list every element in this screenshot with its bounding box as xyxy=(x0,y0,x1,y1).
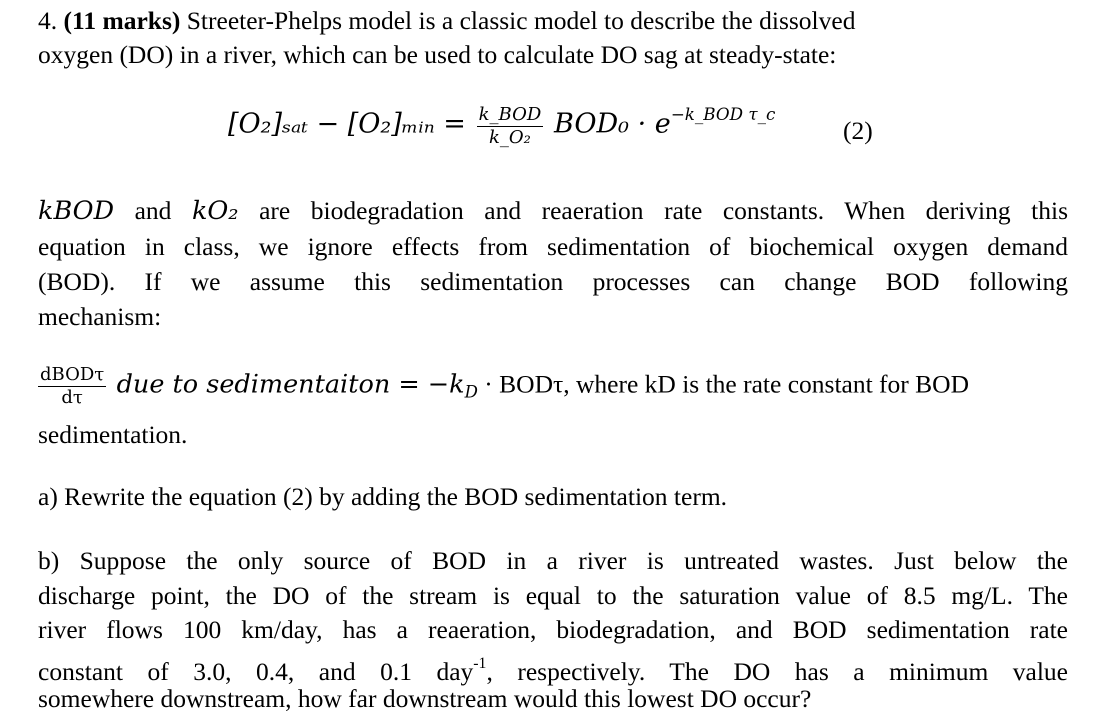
equation-2-rhs: BOD₀ · e xyxy=(554,108,671,140)
part-b-line2: discharge point, the DO of the stream is equal to the saturation value of 8.5 mg/L. The xyxy=(38,581,1068,610)
part-b-line1: b) Suppose the only source of BOD in a river is untreated wastes. Just below the xyxy=(38,546,1068,575)
equation-2-frac-numerator: k_BOD xyxy=(478,104,542,125)
paragraph1-line2: equation in class, we ignore effects from sedimentation of biochemical oxygen demand xyxy=(38,232,1068,261)
equation-2-lhs: [O₂]ₛₐₜ − [O₂]ₘᵢₙ = xyxy=(228,108,466,140)
part-b-line4-post: , respectively. The DO has a minimum value xyxy=(486,656,1068,686)
ko2-symbol: kO₂ xyxy=(191,196,239,226)
part-a: a) Rewrite the equation (2) by adding the BOD sedimentation term. xyxy=(38,482,728,511)
sed-kd-subscript: D xyxy=(464,382,478,402)
equation-2-fraction xyxy=(477,104,544,149)
equation-2-number: (2) xyxy=(843,116,873,145)
paragraph1-line1 xyxy=(38,196,1068,226)
equation-2-frac-denominator: k_O₂ xyxy=(489,127,531,148)
part-b-line5: somewhere downstream, how far downstream would this lowest DO occur? xyxy=(38,684,812,713)
question-number: 4. xyxy=(38,6,58,35)
equation-2-exponent: −k_BOD τ_c xyxy=(670,104,776,125)
question-intro-line1: Streeter-Phelps model is a classic model to describe the dissolved xyxy=(186,6,856,35)
kbod-symbol: kBOD xyxy=(38,196,115,226)
part-b-line4-pre: constant of 3.0, 0.4, and 0.1 day xyxy=(38,656,474,686)
sed-bod-tau: · BODτ, xyxy=(484,369,570,399)
paragraph1-line1-rest: are biodegradation and reaeration rate constants. When deriving this xyxy=(259,196,1069,225)
sedimentation-continuation: sedimentation. xyxy=(38,420,188,449)
equation-2 xyxy=(228,104,775,149)
paragraph1-line3: (BOD). If we assume this sedimentation processes can change BOD following xyxy=(38,267,1068,296)
question-marks: (11 marks) xyxy=(63,6,181,35)
sed-fraction xyxy=(38,364,106,409)
part-b-line4 xyxy=(38,649,1068,687)
question-intro-line2: oxygen (DO) in a river, which can be used to calculate DO sag at steady-state: xyxy=(38,40,837,69)
sed-frac-denominator: dτ xyxy=(61,387,83,408)
sed-middle: due to sedimentaiton = −k xyxy=(116,369,465,400)
sedimentation-equation xyxy=(38,364,969,409)
paragraph1-line4: mechanism: xyxy=(38,302,162,331)
sed-tail-text: where kD is the rate constant for BOD xyxy=(576,369,970,399)
question-heading xyxy=(38,6,855,36)
and-word: and xyxy=(134,196,172,225)
part-b-line3: river flows 100 km/day, has a reaeration, biodegradation, and BOD sedimentation rate xyxy=(38,615,1068,644)
sed-frac-numerator: dBODτ xyxy=(40,364,105,385)
part-b-line4-sup: -1 xyxy=(473,655,487,672)
